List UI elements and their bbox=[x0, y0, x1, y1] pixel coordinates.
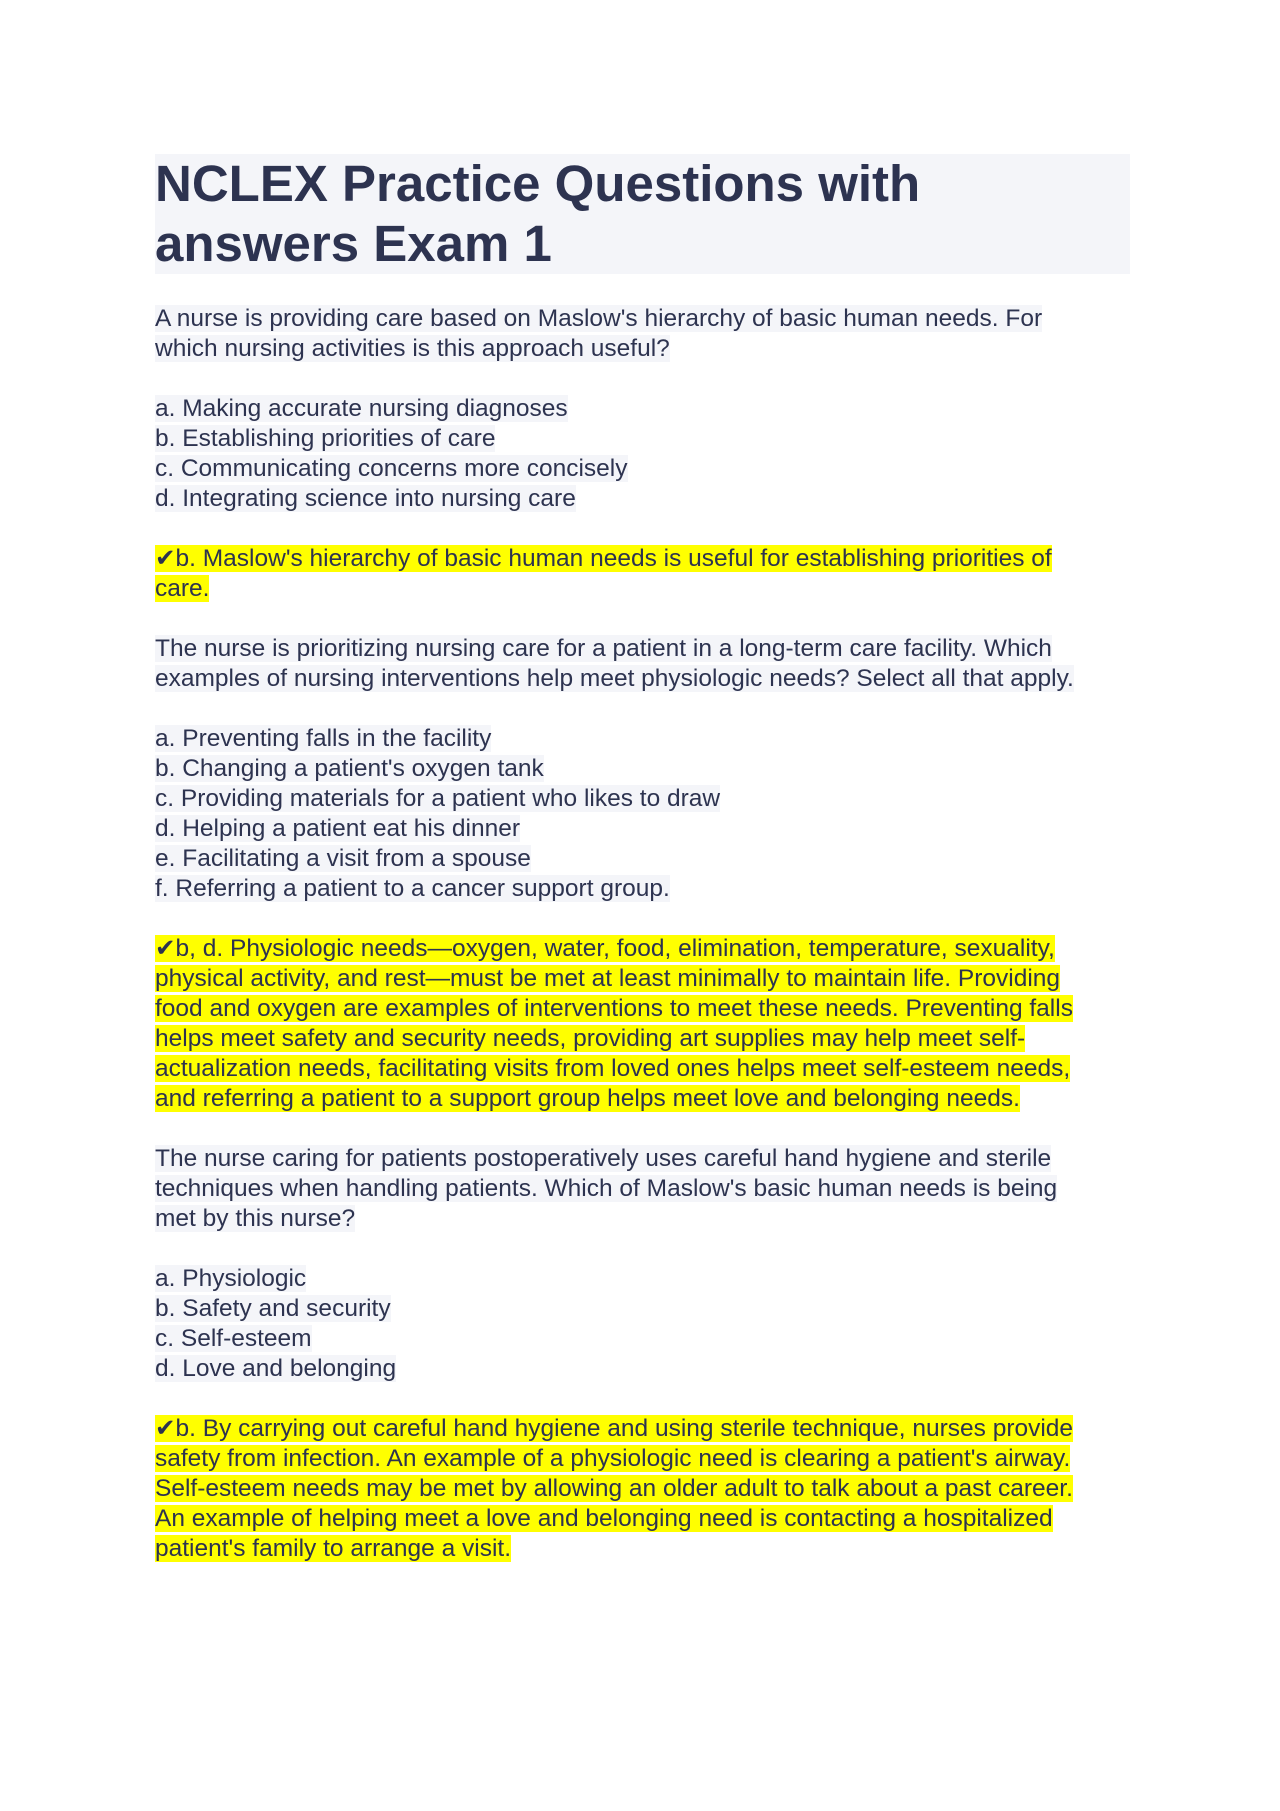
option-item: a. Physiologic bbox=[155, 1265, 307, 1292]
stem-line: met by this nurse? bbox=[155, 1205, 356, 1232]
option-item: b. Safety and security bbox=[155, 1295, 391, 1322]
option-item: d. Integrating science into nursing care bbox=[155, 485, 576, 512]
answer-line: An example of helping meet a love and belonging need is contacting a hospitalized bbox=[155, 1505, 1053, 1532]
option-item: f. Referring a patient to a cancer support group. bbox=[155, 875, 670, 902]
option-item: c. Communicating concerns more concisely bbox=[155, 455, 628, 482]
option-item: a. Preventing falls in the facility bbox=[155, 725, 492, 752]
option-item: d. Love and belonging bbox=[155, 1355, 397, 1382]
stem-line: A nurse is providing care based on Maslow's hierarchy of basic human needs. For bbox=[155, 305, 1043, 332]
document-title bbox=[155, 154, 1130, 274]
stem-line: which nursing activities is this approach useful? bbox=[155, 335, 670, 362]
answer-line: and referring a patient to a support group helps meet love and belonging needs. bbox=[155, 1085, 1020, 1112]
answer-line: care. bbox=[155, 575, 210, 602]
answer-line: ✔b, d. Physiologic needs—oxygen, water, food, elimination, temperature, sexuality, bbox=[155, 935, 1055, 962]
option-item: e. Facilitating a visit from a spouse bbox=[155, 845, 531, 872]
answer-line: actualization needs, facilitating visits from loved ones helps meet self-esteem needs, bbox=[155, 1055, 1071, 1082]
option-item: b. Changing a patient's oxygen tank bbox=[155, 755, 544, 782]
stem-line: The nurse is prioritizing nursing care for a patient in a long-term care facility. Which bbox=[155, 635, 1052, 662]
option-item: c. Self-esteem bbox=[155, 1325, 312, 1352]
stem-line: The nurse caring for patients postoperatively uses careful hand hygiene and sterile bbox=[155, 1145, 1052, 1172]
stem-line: examples of nursing interventions help meet physiologic needs? Select all that apply. bbox=[155, 665, 1074, 692]
question-3-answer bbox=[155, 1414, 1130, 1564]
question-2-answer bbox=[155, 934, 1130, 1114]
answer-line: safety from infection. An example of a physiologic need is clearing a patient's airway. bbox=[155, 1445, 1071, 1472]
answer-line: ✔b. By carrying out careful hand hygiene and using sterile technique, nurses provide bbox=[155, 1415, 1074, 1442]
answer-line: Self-esteem needs may be met by allowing an older adult to talk about a past career. bbox=[155, 1475, 1073, 1502]
stem-line: techniques when handling patients. Which of Maslow's basic human needs is being bbox=[155, 1175, 1058, 1202]
option-item: d. Helping a patient eat his dinner bbox=[155, 815, 521, 842]
title-line: NCLEX Practice Questions with bbox=[155, 155, 921, 212]
answer-line: helps meet safety and security needs, providing art supplies may help meet self- bbox=[155, 1025, 1026, 1052]
document-page bbox=[155, 154, 1130, 1594]
question-1-stem bbox=[155, 304, 1130, 364]
answer-line: patient's family to arrange a visit. bbox=[155, 1535, 512, 1562]
question-3-options bbox=[155, 1264, 1130, 1384]
question-2-options bbox=[155, 724, 1130, 904]
question-1-options bbox=[155, 394, 1130, 514]
answer-line: food and oxygen are examples of interventions to meet these needs. Preventing falls bbox=[155, 995, 1073, 1022]
answer-line: physical activity, and rest—must be met at least minimally to maintain life. Providing bbox=[155, 965, 1061, 992]
option-item: c. Providing materials for a patient who likes to draw bbox=[155, 785, 721, 812]
title-line: answers Exam 1 bbox=[155, 215, 552, 272]
question-1-answer bbox=[155, 544, 1130, 604]
page-title bbox=[155, 154, 1130, 274]
option-item: b. Establishing priorities of care bbox=[155, 425, 496, 452]
answer-line: ✔b. Maslow's hierarchy of basic human needs is useful for establishing priorities of bbox=[155, 545, 1052, 572]
question-3-stem bbox=[155, 1144, 1130, 1234]
question-2-stem bbox=[155, 634, 1130, 694]
option-item: a. Making accurate nursing diagnoses bbox=[155, 395, 568, 422]
